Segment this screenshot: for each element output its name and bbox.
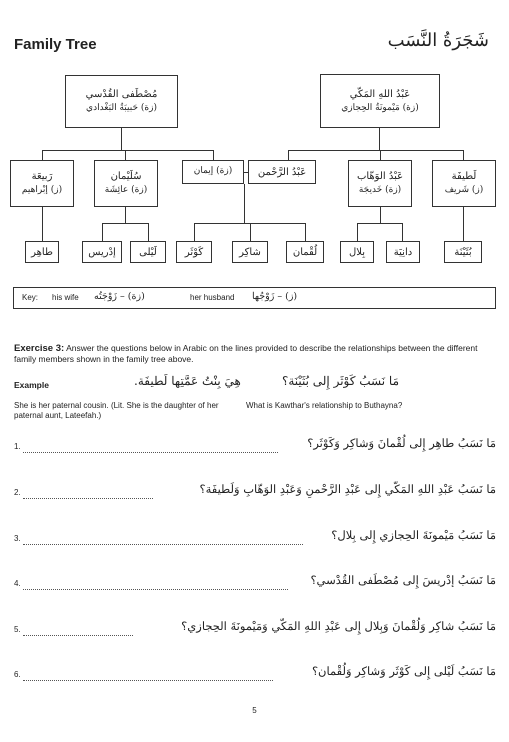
connector [250,223,251,241]
example-question-arabic: مَا نَسَبُ كَوْثَر إِلى بُثَيْنَة؟ [281,374,399,388]
connector [379,128,380,150]
spouse-name: (زة) خَديجَة [358,185,402,196]
connector [380,207,381,223]
page-title-arabic: شَجَرَةُ النَّسَب [387,30,489,51]
grandmother-right-name: (زة) مَيْمونَةُ الحِجازي [341,102,419,113]
page-number: 5 [252,706,257,715]
grandfather-left-name: مُصْطَفى القُدْسي [85,89,158,101]
connector [102,223,103,241]
child-tahir-box [25,241,59,263]
question-text: مَا نَسَبُ إدْريسَ إِلى مُصْطَفى القُدْسي؟ [310,573,496,587]
connector [288,150,289,160]
connector [402,223,403,241]
key-her-husband-ar: (ز) – زَوْجُها [252,291,298,302]
question-number: 2. [14,488,21,497]
grandfather-right-name: عَبْدُ اللهِ المَكّي [349,88,411,100]
person-name: طاهِر [31,246,53,258]
person-name: بُثَيْنَة [454,246,472,258]
connector [42,150,43,160]
person-name: عَبْدُ الوَهّاب [356,171,404,183]
child-buthayna-box [444,241,482,263]
connector [305,223,306,241]
person-name: بِلال [349,246,366,258]
child-layla-box [130,241,166,263]
connector [357,223,402,224]
connector [463,207,464,241]
marriage-connector [244,172,248,173]
person-name: رَبيعَة [31,171,53,183]
grandparents-right-box [320,74,440,128]
question-number: 3. [14,534,21,543]
example-label: Example [14,380,49,390]
connector [194,223,195,241]
person-name: عَبْدُ الرَّحْمن [257,166,307,178]
spouse-name: (زة) إيمان [193,166,233,177]
key-label: Key: [22,293,39,302]
spouse-name: (ز) إبْراهيم [21,185,63,196]
answer-line[interactable] [23,498,153,499]
person-name: إدْريس [88,246,116,258]
question-row [14,573,496,593]
couple-abdulwahhab-box [348,160,412,207]
couple-latifa-box [432,160,496,207]
question-text: مَا نَسَبُ عَبْدِ اللهِ المَكّي إِلى عَبْدِ الرَّحْمنِ وَعَبْدِ الوَهّابِ وَلَطيفَة؟ [199,482,496,496]
child-shakir-box [232,241,268,263]
person-name: شاكِر [239,246,261,258]
connector [125,150,126,160]
connector [380,150,381,160]
child-bilal-box [340,241,374,263]
couple-sulayman-box [94,160,158,207]
answer-line[interactable] [23,680,273,681]
answer-line[interactable] [23,452,278,453]
exercise-instructions-text: Answer the questions below in Arabic on the lines provided to describe the relationships between the different family members shown in the family tree above. [14,343,478,364]
key-his-wife-ar: (زة) – زَوْجَتُه [94,291,145,302]
connector [288,150,463,151]
connector [463,150,464,160]
answer-line[interactable] [23,544,303,545]
child-idris-box [82,241,122,263]
connector [42,150,213,151]
question-text: مَا نَسَبُ طاهِر إِلى لُقْمانَ وَشاكِر وَكَوْثَر؟ [307,436,496,450]
exercise-instructions [14,343,496,365]
connector [125,207,126,223]
question-row [14,664,496,684]
abdulrahman-box [248,160,316,184]
question-text: مَا نَسَبُ شاكِر وَلُقْمانَ وَبِلال إِلى عَبْدِ اللهِ المَكّي وَمَيْمونَةَ الحِجازي؟ [181,619,496,633]
connector [148,223,149,241]
question-row [14,619,496,639]
example-answer-english: She is her paternal cousin. (Lit. She is the daughter of her paternal aunt, Lateefah.) [14,401,219,420]
question-row [14,482,496,502]
couple-rabia-box [10,160,74,207]
iman-box [182,160,244,184]
example-answer-arabic: هِيَ بِنْتُ عَمَّتِها لَطيفَة. [134,374,241,388]
page-title-english: Family Tree [14,36,97,53]
child-luqman-box [286,241,324,263]
spouse-name: (زة) عائِشَة [104,185,148,196]
person-name: سُلَيْمان [110,171,142,183]
question-text: مَا نَسَبُ لَيْلى إِلى كَوْثَر وَشاكِر وَلُقْمان؟ [311,664,496,678]
connector [42,207,43,241]
connector [244,184,245,223]
question-number: 4. [14,579,21,588]
question-row [14,436,496,456]
key-his-wife-en: his wife [52,293,79,302]
connector [357,223,358,241]
child-kawthar-box [176,241,212,263]
grandmother-left-name: (زة) حَبيبَةُ البَغْدادي [86,103,157,114]
spouse-name: (ز) شَريف [444,185,484,196]
exercise-title: Exercise 3: [14,343,65,354]
key-her-husband-en: her husband [190,293,235,302]
person-name: لُقْمان [292,246,318,258]
question-row [14,528,496,548]
question-number: 6. [14,670,21,679]
question-text: مَا نَسَبُ مَيْمونَةَ الحِجازي إِلى بِلال؟ [331,528,496,542]
example-question-english: What is Kawthar's relationship to Buthayna? [246,401,403,410]
connector [102,223,149,224]
connector [213,150,214,160]
person-name: كَوْثَر [184,246,204,258]
person-name: لَطيفَة [451,171,477,183]
grandparents-left-box [65,75,178,128]
answer-line[interactable] [23,589,288,590]
child-daniya-box [386,241,420,263]
question-number: 5. [14,625,21,634]
tree-key [13,287,496,309]
person-name: دانِيَة [393,246,413,258]
answer-line[interactable] [23,635,133,636]
person-name: لَيْلى [139,246,157,258]
question-number: 1. [14,442,21,451]
connector [121,128,122,150]
